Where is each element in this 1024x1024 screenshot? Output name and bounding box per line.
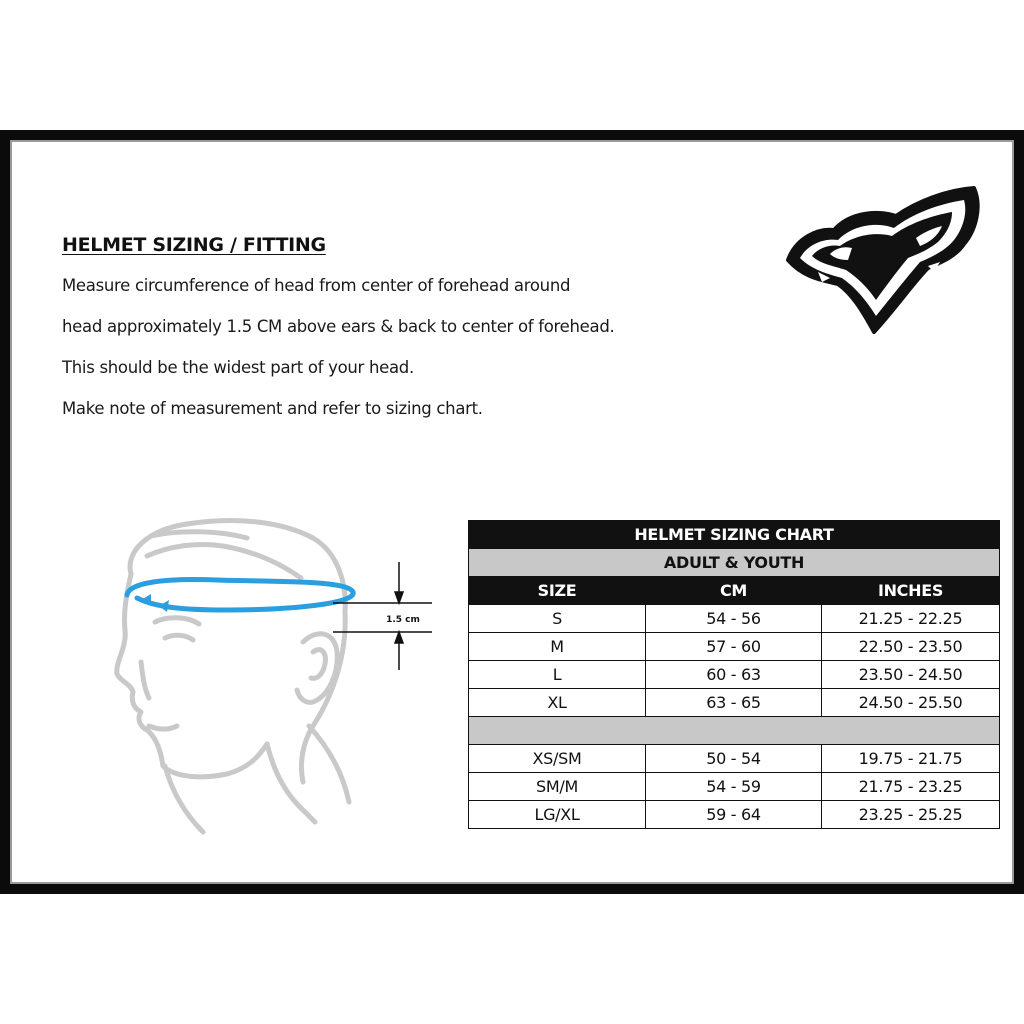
cm-cell: 54 - 56	[646, 605, 822, 633]
sizing-chart	[468, 520, 1000, 829]
page-title: HELMET SIZING / FITTING	[62, 234, 326, 256]
instruction-line-2: head approximately 1.5 CM above ears & back to center of forehead.	[62, 317, 615, 336]
section-divider-row	[469, 717, 1000, 745]
arrow-down-icon	[395, 592, 403, 603]
inches-cell: 23.50 - 24.50	[822, 661, 1000, 689]
table-row	[469, 605, 1000, 633]
instruction-line-1: Measure circumference of head from center of forehead around	[62, 276, 571, 295]
cm-cell: 59 - 64	[646, 801, 822, 829]
arrow-up-icon	[395, 632, 403, 643]
size-cell: S	[469, 605, 646, 633]
band-arrow-left-icon	[159, 600, 169, 612]
instruction-line-3: This should be the widest part of your head.	[62, 358, 414, 377]
column-header-size: SIZE	[469, 577, 646, 605]
sizing-panel	[10, 140, 1014, 884]
inches-cell: 21.75 - 23.25	[822, 773, 1000, 801]
chart-title: HELMET SIZING CHART	[469, 521, 1000, 549]
inches-cell: 21.25 - 22.25	[822, 605, 1000, 633]
table-row	[469, 745, 1000, 773]
size-cell: SM/M	[469, 773, 646, 801]
inches-cell: 19.75 - 21.75	[822, 745, 1000, 773]
head-outline	[117, 520, 349, 832]
cm-cell: 57 - 60	[646, 633, 822, 661]
size-cell: M	[469, 633, 646, 661]
column-header-cm: CM	[646, 577, 822, 605]
chart-subtitle: ADULT & YOUTH	[469, 549, 1000, 577]
table-row	[469, 689, 1000, 717]
head-measurement-diagram	[107, 512, 437, 852]
table-row	[469, 633, 1000, 661]
size-cell: XL	[469, 689, 646, 717]
cm-cell: 50 - 54	[646, 745, 822, 773]
size-cell: XS/SM	[469, 745, 646, 773]
measurement-label: 1.5 cm	[386, 615, 420, 625]
fox-head-icon	[778, 182, 986, 342]
table-row	[469, 773, 1000, 801]
cm-cell: 60 - 63	[646, 661, 822, 689]
cm-cell: 54 - 59	[646, 773, 822, 801]
cm-cell: 63 - 65	[646, 689, 822, 717]
measurement-band	[127, 580, 353, 612]
inches-cell: 22.50 - 23.50	[822, 633, 1000, 661]
outer-frame	[0, 130, 1024, 894]
inches-cell: 23.25 - 25.25	[822, 801, 1000, 829]
table-row	[469, 801, 1000, 829]
table-row	[469, 661, 1000, 689]
inches-cell: 24.50 - 25.50	[822, 689, 1000, 717]
size-cell: L	[469, 661, 646, 689]
column-header-inches: INCHES	[822, 577, 1000, 605]
instruction-line-4: Make note of measurement and refer to sizing chart.	[62, 399, 483, 418]
size-cell: LG/XL	[469, 801, 646, 829]
